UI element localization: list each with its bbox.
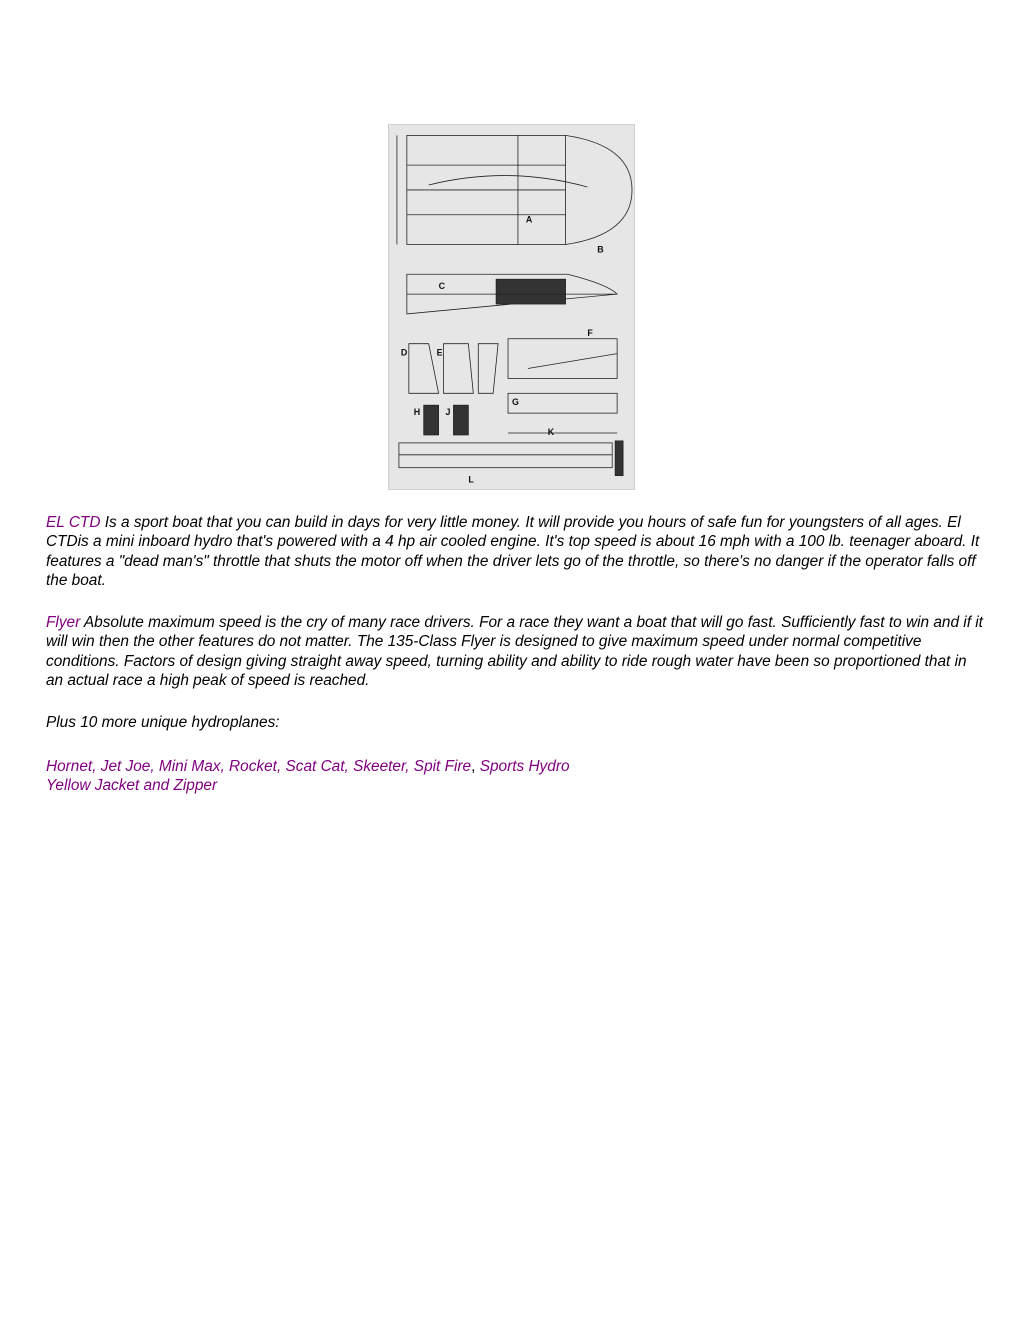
more-hydroplanes-heading: Plus 10 more unique hydroplanes: (46, 714, 280, 731)
plan-label-j: J (445, 407, 451, 418)
flyer-link[interactable]: Flyer (46, 614, 81, 631)
plan-label-c: C (438, 281, 446, 292)
plan-label-g: G (511, 397, 519, 408)
el-ctd-description: Is a sport boat that you can build in days for very little money. It will provide you hours of safe fun for youngsters of all ages. El CTDis a mini inboard hydro that's powered with a 4 hp air cooled engine. It's top speed is about 16 mph with a 100 lb. teenager aboard. It features a "dead man's" throttle that shuts the motor off when the driver lets go of the throttle, so there's no danger if the operator falls off the boat. (46, 514, 980, 589)
hydroplane-list-link[interactable]: Hornet, Jet Joe, Mini Max, Rocket, Scat Cat, Skeeter, Spit Fire (46, 758, 472, 775)
el-ctd-paragraph (46, 513, 986, 590)
more-hydroplanes-links (46, 757, 986, 796)
plan-label-a: A (525, 214, 533, 225)
plan-label-l: L (468, 474, 474, 485)
boat-plan-drawing-icon (389, 125, 634, 489)
yellow-jacket-zipper-link[interactable]: Yellow Jacket and Zipper (46, 777, 218, 795)
el-ctd-link[interactable]: EL CTD (46, 514, 101, 531)
plan-label-e: E (436, 347, 443, 358)
sports-hydro-link[interactable]: Sports Hydro (479, 758, 570, 775)
plan-label-k: K (547, 426, 555, 437)
boat-plan-image (388, 124, 635, 490)
plan-label-b: B (597, 244, 604, 255)
flyer-paragraph (46, 613, 986, 690)
flyer-description: Absolute maximum speed is the cry of many race drivers. For a race they want a boat that will go fast. Sufficiently fast to win and if it will win then the other features do not matter. The 135-Class Flyer is designed to give maximum speed under normal competitive conditions. Factors of design giving straight away speed, turning ability and ability to ride rough water have been so proportioned that in an actual race a high peak of speed is reached. (46, 614, 983, 689)
link-separator: , (471, 758, 476, 775)
plan-label-d: D (400, 347, 408, 358)
plan-label-h: H (413, 407, 421, 418)
plan-label-f: F (587, 327, 593, 338)
